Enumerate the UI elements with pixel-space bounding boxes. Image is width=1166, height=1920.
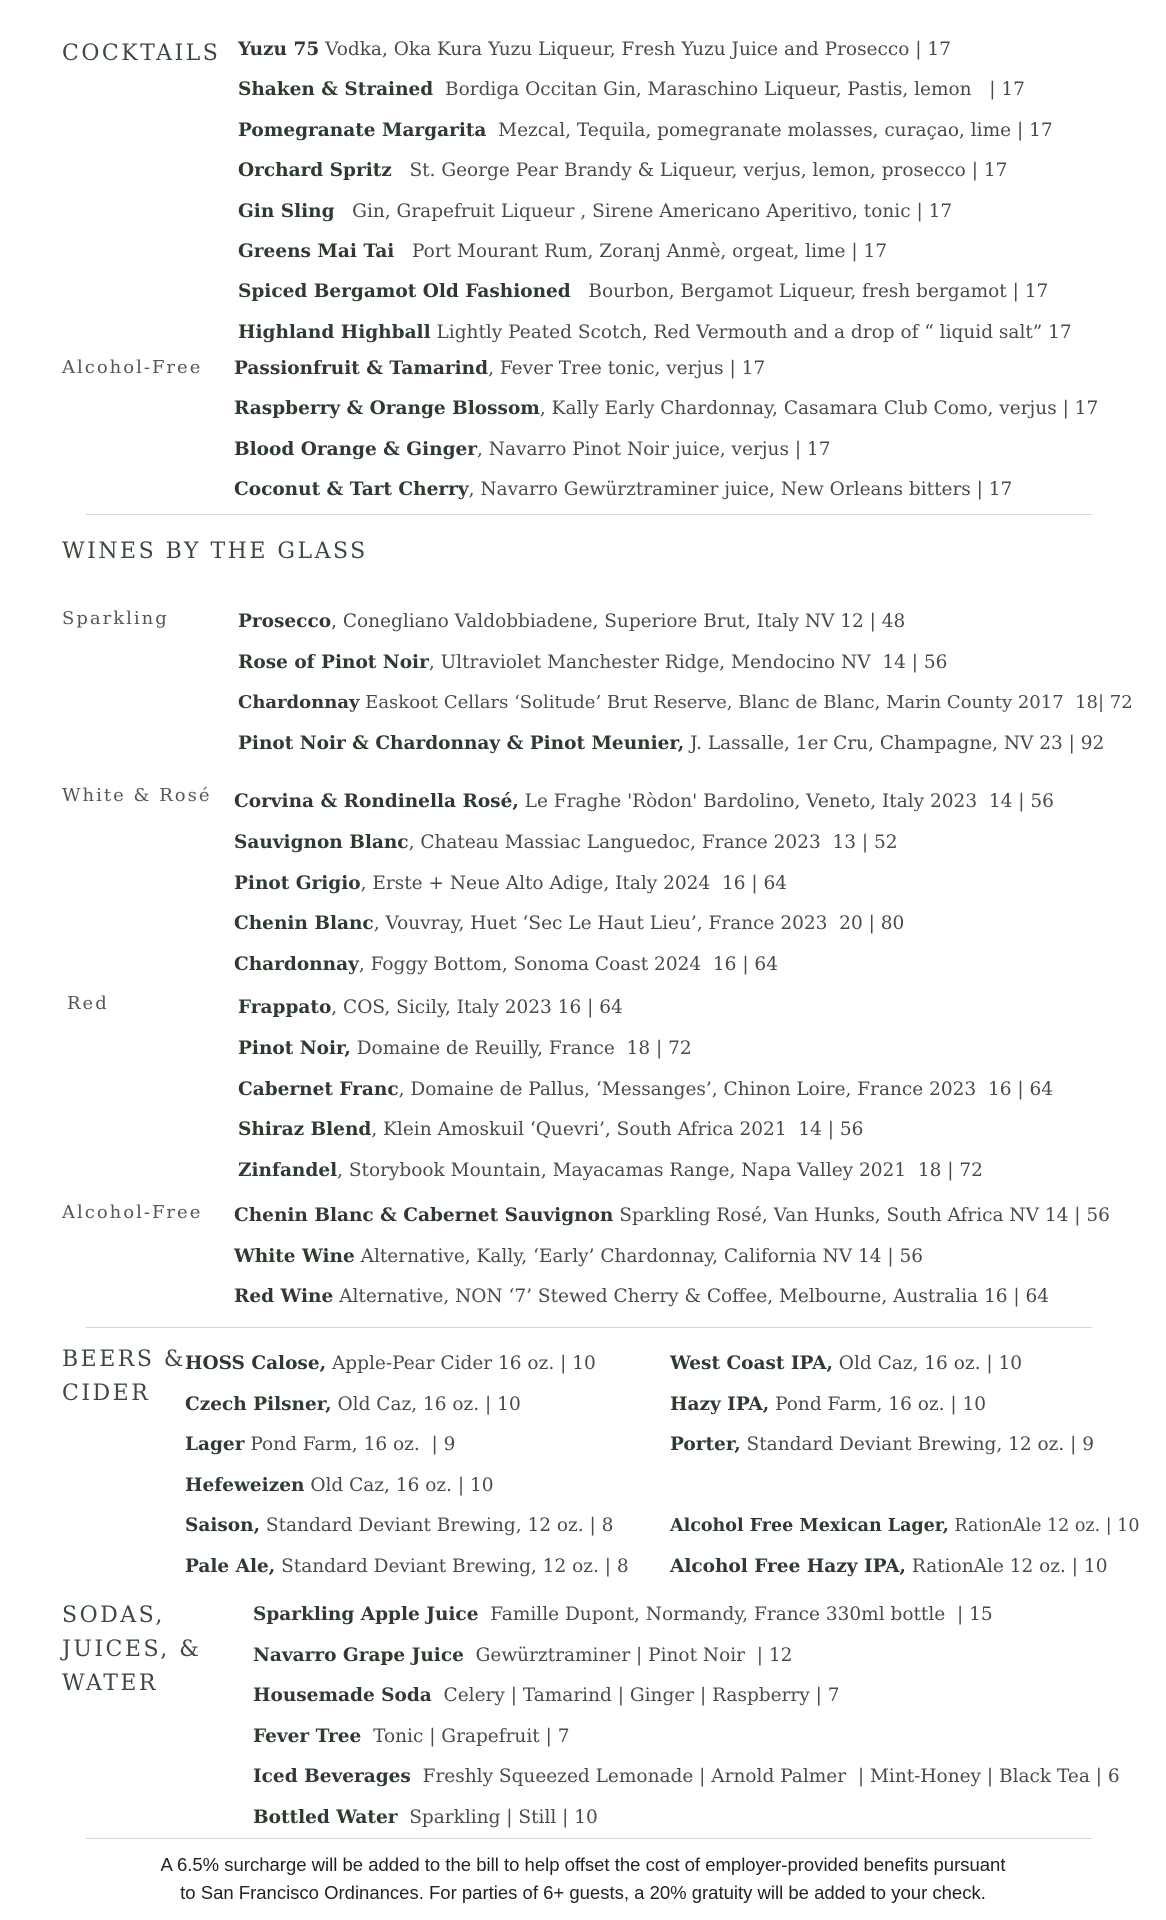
menu-item-description: Standard Deviant Brewing, 12 oz. | 8 [275,1556,629,1577]
menu-item-name: Fever Tree [253,1725,362,1747]
menu-item-name: Zinfandel [238,1160,338,1182]
menu-item-name: Alcohol Free Hazy IPA, [670,1556,906,1577]
menu-item-name: Chenin Blanc & Cabernet Sauvignon [234,1205,614,1226]
menu-item [234,1204,1110,1228]
menu-item [238,321,1072,345]
menu-item-description: , Conegliano Valdobbiadene, Superiore Brut, Italy NV 12 | 48 [331,611,906,632]
menu-item-name: Corvina & Rondinella Rosé, [234,791,519,812]
surcharge-note-line-1: A 6.5% surcharge will be added to the bill to help offset the cost of employer-provided benefits pursuant [160,1854,1006,1875]
menu-item [238,159,1007,183]
menu-item [238,1078,1053,1102]
menu-item [238,1159,983,1183]
menu-item-description: , Klein Amoskuil ‘Quevri’, South Africa 2021 14 | 56 [371,1119,864,1141]
menu-item-name: Orchard Spritz [238,160,392,182]
menu-item [238,38,951,62]
menu-item-description: Old Caz, 16 oz. | 10 [331,1393,521,1415]
menu-item [234,478,1012,502]
menu-item [185,1555,629,1579]
section-title-juices: JUICES, & [62,1637,202,1662]
menu-item-name: Pomegranate Margarita [238,119,487,141]
menu-item-description: Celery | Tamarind | Ginger | Raspberry | 7 [431,1685,840,1707]
menu-item [670,1393,986,1417]
menu-item-description: Sparkling | Still | 10 [397,1807,598,1828]
section-title-wines: WINES BY THE GLASS [62,539,368,564]
menu-item [238,996,623,1020]
menu-item-description: Gewürztraminer | Pinot Noir | 12 [463,1644,793,1666]
menu-item-name: Rose of Pinot Noir [238,651,429,673]
menu-item-name: Alcohol Free Mexican Lager, [670,1516,949,1537]
menu-item-name: West Coast IPA, [670,1353,833,1374]
menu-item-name: Yuzu 75 [238,39,320,60]
menu-item-description: , Chateau Massiac Languedoc, France 2023 13 | 52 [408,831,898,853]
menu-item-name: Pinot Noir & Chardonnay & Pinot Meunier, [238,732,685,754]
divider [86,1327,1092,1328]
menu-item [238,691,1133,715]
menu-item-name: Highland Highball [238,321,431,343]
menu-item-description: RationAle 12 oz. | 10 [948,1516,1140,1537]
menu-item [670,1514,1139,1538]
menu-item-description: , Fever Tree tonic, verjus | 17 [488,358,766,379]
menu-item [253,1806,598,1830]
menu-item-description: Old Caz, 16 oz. | 10 [832,1353,1023,1374]
menu-item-description: , Erste + Neue Alto Adige, Italy 2024 16 | 64 [360,872,788,894]
menu-item-description: Alternative, Kally, ‘Early’ Chardonnay, California NV 14 | 56 [354,1245,924,1267]
menu-item [234,357,765,381]
menu-item-name: Frappato [238,997,332,1018]
menu-item-description: RationAle 12 oz. | 10 [905,1556,1108,1577]
menu-item-name: Blood Orange & Ginger [234,438,478,460]
menu-item-name: Porter, [670,1434,741,1456]
menu-item-name: Housemade Soda [253,1685,432,1707]
menu-item-description: Standard Deviant Brewing, 12 oz. | 9 [740,1434,1095,1456]
subsection-sparkling: Sparkling [62,608,169,629]
subsection-cocktails-alcohol-free: Alcohol-Free [62,357,203,378]
menu-item-description: , Navarro Gewürztraminer juice, New Orleans bitters | 17 [468,479,1013,501]
menu-item-name: Iced Beverages [253,1766,411,1788]
menu-item-description: St. George Pear Brandy & Liqueur, verjus, lemon, prosecco | 17 [391,160,1008,182]
surcharge-note [60,1851,1106,1907]
menu-item-name: Pinot Grigio [234,872,361,894]
menu-item-description: Bourbon, Bergamot Liqueur, fresh bergamot | 17 [570,281,1049,303]
menu-item [238,200,952,224]
surcharge-note-line-2: to San Francisco Ordinances. For parties of 6+ guests, a 20% gratuity will be added to your check. [180,1882,986,1903]
menu-item-description: Apple-Pear Cider 16 oz. | 10 [326,1353,596,1374]
section-title-cocktails: COCKTAILS [62,41,221,66]
menu-item [185,1474,494,1498]
menu-item [185,1393,521,1417]
menu-item-name: Sparkling Apple Juice [253,1604,479,1625]
menu-item-description: , Kally Early Chardonnay, Casamara Club Como, verjus | 17 [539,398,1099,420]
menu-item-name: Hefeweizen [185,1474,305,1496]
menu-item-name: Cabernet Franc [238,1078,399,1100]
menu-item-description: , COS, Sicily, Italy 2023 16 | 64 [331,997,623,1018]
menu-item-description: Vodka, Oka Kura Yuzu Liqueur, Fresh Yuzu Juice and Prosecco | 17 [319,39,951,60]
menu-item-name: Chenin Blanc [234,913,374,935]
menu-item-description: Alternative, NON ‘7’ Stewed Cherry & Coffee, Melbourne, Australia 16 | 64 [333,1286,1050,1308]
menu-item-name: Saison, [185,1515,261,1537]
menu-item [670,1352,1022,1376]
menu-item [234,953,778,977]
menu-item-name: Shiraz Blend [238,1119,372,1141]
menu-item [253,1765,1120,1789]
menu-item-name: Lager [185,1434,245,1456]
menu-item [234,872,787,896]
menu-item [238,280,1048,304]
menu-item-description: , Foggy Bottom, Sonoma Coast 2024 16 | 64 [358,954,778,976]
menu-item [670,1555,1107,1579]
menu-item-description: , Domaine de Pallus, ‘Messanges’, Chinon Loire, France 2023 16 | 64 [398,1078,1054,1100]
menu-item-name: Passionfruit & Tamarind [234,358,489,379]
menu-item-name: Pale Ale, [185,1556,276,1577]
menu-item-name: HOSS Calose, [185,1353,327,1374]
section-title-cider: CIDER [62,1381,151,1406]
menu-item-description: Lightly Peated Scotch, Red Vermouth and a drop of “ liquid salt” 17 [430,321,1072,343]
menu-item [234,912,904,936]
menu-item [234,790,1054,814]
menu-item-description: Pond Farm, 16 oz. | 10 [769,1393,987,1415]
menu-item [185,1352,596,1376]
menu-item-name: Prosecco [238,611,332,632]
menu-item [238,119,1053,143]
section-title-beers: BEERS & [62,1347,186,1372]
menu-item [234,1285,1049,1309]
menu-item-name: Sauvignon Blanc [234,831,409,853]
menu-item [234,397,1098,421]
menu-item-description: Domaine de Reuilly, France 18 | 72 [350,1037,692,1059]
menu-item-name: Raspberry & Orange Blossom [234,398,540,420]
menu-item [238,1118,863,1142]
menu-item-name: Hazy IPA, [670,1393,770,1415]
menu-item [253,1725,569,1749]
menu-item-name: Red Wine [234,1286,334,1308]
subsection-wine-alcohol-free: Alcohol-Free [62,1202,203,1223]
menu-item [670,1433,1094,1457]
section-title-water: WATER [62,1671,158,1696]
menu-item-description: Standard Deviant Brewing, 12 oz. | 8 [260,1515,614,1537]
menu-item-name: White Wine [234,1245,355,1267]
divider [86,1838,1092,1839]
menu-item-description: J. Lassalle, 1er Cru, Champagne, NV 23 | 92 [684,732,1105,754]
menu-item [238,78,1025,102]
menu-item-description: , Ultraviolet Manchester Ridge, Mendocino NV 14 | 56 [428,651,948,673]
menu-item-name: Greens Mai Tai [238,241,395,262]
menu-item-description: , Storybook Mountain, Mayacamas Range, Napa Valley 2021 18 | 72 [337,1160,983,1182]
menu-item [253,1603,993,1627]
menu-item-description: Sparkling Rosé, Van Hunks, South Africa NV 14 | 56 [613,1205,1110,1226]
section-title-sodas: SODAS, [62,1603,165,1628]
menu-item-description: , Navarro Pinot Noir juice, verjus | 17 [477,438,831,460]
menu-item [185,1433,455,1457]
menu-item-description: Easkoot Cellars ‘Solitude’ Brut Reserve, Blanc de Blanc, Marin County 2017 18| 72 [359,692,1133,714]
menu-item [238,651,947,675]
menu-item-name: Coconut & Tart Cherry [234,479,469,501]
menu-item-description: Port Mourant Rum, Zoranj Anmè, orgeat, lime | 17 [394,241,888,262]
menu-item-name: Gin Sling [238,200,335,222]
menu-item-description: Bordiga Occitan Gin, Maraschino Liqueur, Pastis, lemon | 17 [433,79,1025,101]
menu-item [238,1037,692,1061]
subsection-white-rose: White & Rosé [62,785,212,806]
menu-item [253,1644,792,1668]
menu-item [234,1245,923,1269]
menu-item [234,438,830,462]
divider [86,514,1092,515]
menu-item-description: Famille Dupont, Normandy, France 330ml bottle | 15 [478,1604,993,1625]
menu-item-name: Czech Pilsner, [185,1393,332,1415]
menu-item-description: Gin, Grapefruit Liqueur , Sirene Americano Aperitivo, tonic | 17 [334,200,953,222]
menu-item [238,610,905,634]
menu-item-description: Tonic | Grapefruit | 7 [361,1725,570,1747]
subsection-red: Red [67,993,109,1014]
menu-item [185,1514,613,1538]
menu-item-description: Le Fraghe 'Ròdon' Bardolino, Veneto, Italy 2023 14 | 56 [518,791,1054,812]
menu-item [253,1684,839,1708]
menu-item-description: Mezcal, Tequila, pomegranate molasses, curaçao, lime | 17 [486,119,1053,141]
menu-item-description: , Vouvray, Huet ‘Sec Le Haut Lieu’, France 2023 20 | 80 [373,913,905,935]
menu-item-name: Bottled Water [253,1807,398,1828]
menu-item [238,732,1104,756]
menu-item-name: Navarro Grape Juice [253,1644,464,1666]
menu-item-name: Spiced Bergamot Old Fashioned [238,281,571,303]
menu-item [234,831,898,855]
menu-item [238,240,887,264]
menu-item-description: Pond Farm, 16 oz. | 9 [244,1434,456,1456]
menu-item-name: Chardonnay [234,954,359,976]
menu-item-description: Freshly Squeezed Lemonade | Arnold Palmer | Mint-Honey | Black Tea | 6 [410,1766,1120,1788]
menu-item-name: Chardonnay [238,692,360,714]
menu-item-name: Pinot Noir, [238,1037,351,1059]
menu-item-description: Old Caz, 16 oz. | 10 [304,1474,494,1496]
menu-item-name: Shaken & Strained [238,79,434,101]
